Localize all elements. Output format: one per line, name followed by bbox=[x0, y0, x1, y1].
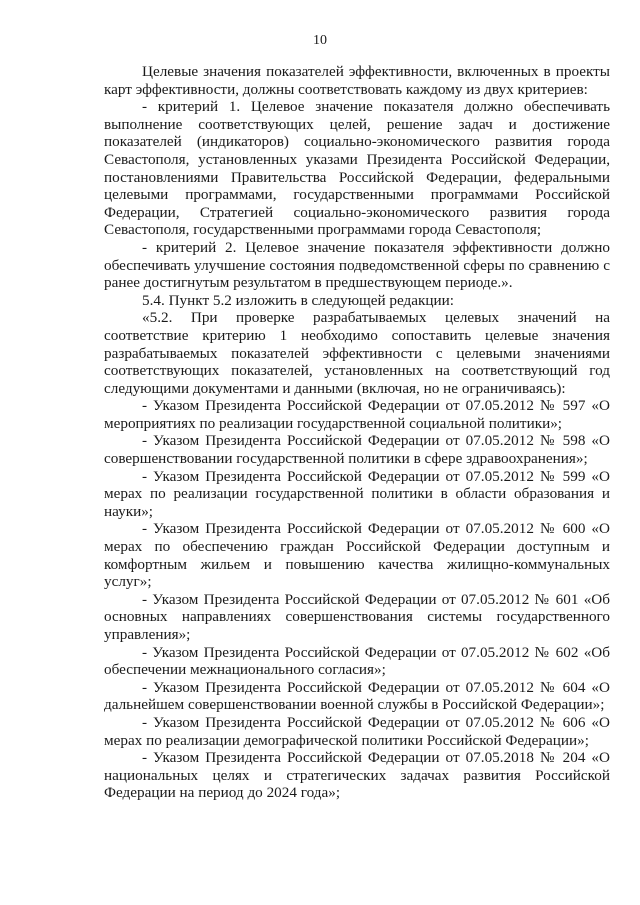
list-item-decree-598: - Указом Президента Российской Федерации от 07.05.2012 № 598 «О совершенствовании государственной политики в сфере здравоохранения»; bbox=[104, 432, 610, 468]
list-item-decree-597: - Указом Президента Российской Федерации от 07.05.2012 № 597 «О мероприятиях по реализации государственной социальной политики»; bbox=[104, 397, 610, 432]
list-item-decree-604: - Указом Президента Российской Федерации от 07.05.2012 № 604 «О дальнейшем совершенствовании военной службы в Российской Федерации»; bbox=[104, 678, 610, 714]
list-item-decree-599: - Указом Президента Российской Федерации от 07.05.2012 № 599 «О мерах по реализации государственной политики в области образования и науки»; bbox=[104, 467, 610, 520]
list-item-decree-600: - Указом Президента Российской Федерации от 07.05.2012 № 600 «О мерах по обеспечению граждан Российской Федерации доступным и комфортным жильем и повышению качества жилищно-коммунальных услуг»; bbox=[104, 520, 610, 591]
list-item-decree-601: - Указом Президента Российской Федерации от 07.05.2012 № 601 «Об основных направлениях совершенствования системы государственного управления»; bbox=[104, 590, 610, 643]
document-body bbox=[104, 63, 610, 802]
list-item-decree-204: - Указом Президента Российской Федерации от 07.05.2018 № 204 «О национальных целях и стратегических задачах развития Российской Федерации на период до 2024 года»; bbox=[104, 749, 610, 802]
paragraph-criterion-2: - критерий 2. Целевое значение показателя эффективности должно обеспечивать улучшение состояния подведомственной сферы по сравнению с ранее достигнутым результатом в предшествующем периоде.». bbox=[104, 238, 610, 292]
paragraph-intro: Целевые значения показателей эффективности, включенных в проекты карт эффективности, должны соответствовать каждому из двух критериев: bbox=[104, 63, 610, 98]
paragraph-clause-5-2: «5.2. При проверке разрабатываемых целевых значений на соответствие критерию 1 необходимо сопоставить целевые значения разрабатываемых показателей эффективности с целевыми значениями соответствующих показателей, установленных на соответствующий год следующими документами и данными (включая, но не ограничиваясь): bbox=[104, 309, 610, 397]
list-item-decree-606: - Указом Президента Российской Федерации от 07.05.2012 № 606 «О мерах по реализации демографической политики Российской Федерации»; bbox=[104, 713, 610, 749]
list-item-decree-602: - Указом Президента Российской Федерации от 07.05.2012 № 602 «Об обеспечении межнационального согласия»; bbox=[104, 643, 610, 679]
paragraph-criterion-1: - критерий 1. Целевое значение показателя должно обеспечивать выполнение соответствующих целей, решение задач и достижение показателей (индикаторов) социально-экономического развития города Севастополя, установленных указами Президента Российской Федерации, постановлениями Правительства Российской Федерации, федеральными целевыми программами, государственными программами Российской Федерации, Стратегией социально-экономического развития города Севастополя, государственными программами города Севастополя; bbox=[104, 98, 610, 239]
page-number: 10 bbox=[313, 33, 327, 48]
paragraph-clause-5-4: 5.4. Пункт 5.2 изложить в следующей редакции: bbox=[142, 291, 455, 309]
